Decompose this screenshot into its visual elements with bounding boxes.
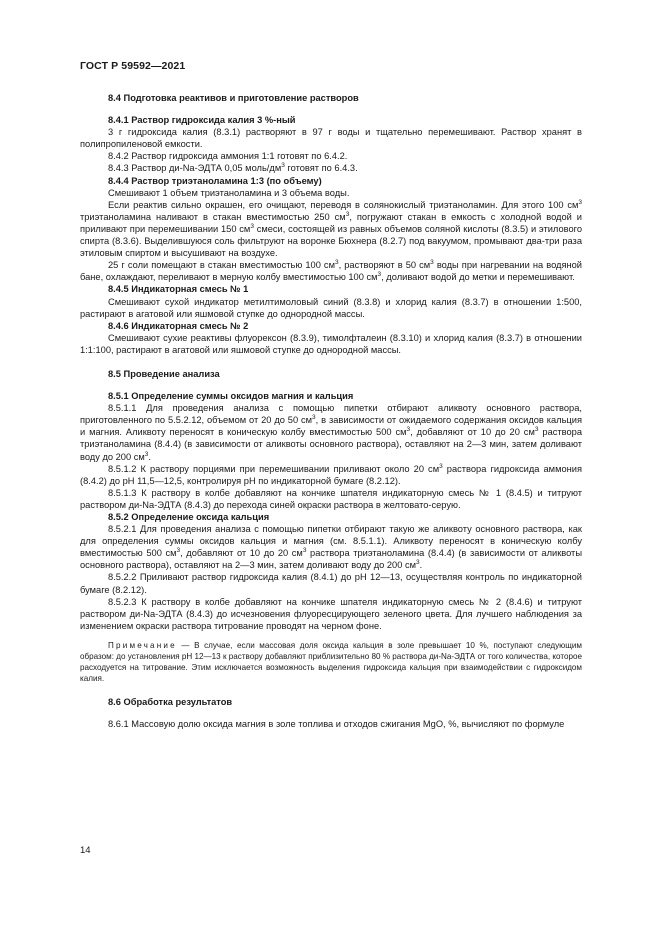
paragraph-8-4-2: 8.4.2 Раствор гидроксида аммония 1:1 готовят по 6.4.2. bbox=[108, 151, 348, 162]
paragraph-8-5-2-3: 8.5.2.3 К раствору в колбе добавляют на кончике шпателя индикаторную смесь № 2 (8.4.6) и титруют раствором ди-Na-ЭДТА (8.4.3) до исчезновения флуоресцирующего зеленого цвета. Для лучшего наблюдения за изменением окраски раствора титрование проводят на черном фоне. bbox=[80, 596, 582, 631]
heading-8-4-5: 8.4.5 Индикаторная смесь № 1 bbox=[108, 284, 249, 295]
note-label: Примечание bbox=[108, 640, 177, 650]
note-paragraph: Примечание — В случае, если массовая доля оксида кальция в золе превышает 10 %, поступают следующим образом: до установления pH 12—13 к раствору добавляют приблизительно 80 % раствора ди-Na-ЭДТА от того количества, которое расходуется на титрование. Этим исключается возможность выделения гидроксида кальция при взаимодействии с гидроксидом калия. bbox=[80, 640, 582, 683]
page-number: 14 bbox=[80, 845, 91, 856]
paragraph-8-4-4-c: 25 г соли помещают в стакан вместимостью 100 $см^3$, растворяют в 50 $см^3$ воды при нагревании на водяной бане, охлаждают, переливают в мерную колбу вместимостью 100 $см^3$, доливают водой до метки и перемешивают. bbox=[80, 259, 582, 283]
paragraph-8-5-1-1: 8.5.1.1 Для проведения анализа с помощью пипетки отбирают аликвоту основного раствора, приготовленного по 5.5.2.12, объемом от 20 до 50 $см^3$, в зависимости от ожидаемого содержания оксидов кальция и магния. Аликвоту переносят в коническую колбу вместимостью 500 $см^3$, добавляют от 10 до 20 $см^3$ раствора триэтаноламина (8.4.4) (в зависимости от аликвоты основного раствора), оставляют на 2—3 мин, затем доливают воду до 200 $см^3$. bbox=[80, 403, 582, 462]
paragraph-8-4-5: Смешивают сухой индикатор метилтимоловый синий (8.3.8) и хлорид калия (8.3.7) в отношении 1:500, растирают в агатовой или яшмовой ступке до однородной массы. bbox=[80, 296, 582, 319]
section-8-5-title: 8.5 Проведение анализа bbox=[108, 368, 220, 379]
paragraph-8-5-1-3: 8.5.1.3 К раствору в колбе добавляют на кончике шпателя индикаторную смесь № 1 (8.4.5) и титруют раствором ди-Na-ЭДТА (8.4.3) до перехода синей окраски раствора в желтовато-серую. bbox=[80, 487, 582, 510]
heading-8-5-1: 8.5.1 Определение суммы оксидов магния и кальция bbox=[108, 391, 354, 402]
paragraph-8-4-1: 3 г гидроксида калия (8.3.1) растворяют в 97 г воды и тщательно перемешивают. Раствор хранят в полипропиленовой емкости. bbox=[80, 127, 582, 150]
paragraph-8-5-1-2: 8.5.1.2 К раствору порциями при перемешивании приливают около 20 $см^3$ раствора гидроксида аммония (8.4.2) до pH 11,5—12,5, контролируя pH по индикаторной бумаге (8.2.12). bbox=[80, 462, 582, 486]
paragraph-8-5-2-1: 8.5.2.1 Для проведения анализа с помощью пипетки отбирают такую же аликвоту основного раствора, как для определения суммы оксидов кальция и магния (см. 8.5.1.1). Аликвоту переносят в коническую колбу вместимостью 500 $см^3$, добавляют от 10 до 20 $см^3$ раствора триэтаноламина (8.4.4) (в зависимости от аликвоты основного раствора), оставляют на 2—3 мин, затем доливают воду до 200 $см^3$. bbox=[80, 524, 582, 571]
section-8-4-title: 8.4 Подготовка реактивов и приготовление растворов bbox=[108, 93, 359, 103]
heading-8-4-4: 8.4.4 Раствор триэтаноламина 1:3 (по объему) bbox=[108, 175, 322, 186]
document-body bbox=[80, 92, 582, 730]
paragraph-8-4-4-b: Если реактив сильно окрашен, его очищают, переводя в солянокислый триэтаноламин. Для этого 100 $см^3$ триэтаноламина наливают в стакан вместимостью 250 $см^3$, погружают стакан в емкость с холодной водой и приливают при перемешивании 150 $см^3$ смеси, состоящей из равных объемов соляной кислоты (8.3.5) и этилового спирта (8.3.6). Выделившуюся соль фильтруют на воронке Бюхнера (8.2.7) под вакуумом, промывают два-три раза этиловым спиртом и высушивают на воздухе. bbox=[80, 198, 582, 259]
heading-8-4-1: 8.4.1 Раствор гидроксида калия 3 %-ный bbox=[108, 115, 296, 126]
paragraph-8-4-3: 8.4.3 Раствор ди-Na-ЭДТА 0,05 моль/$дм^3$ готовят по 6.4.3. bbox=[108, 162, 358, 174]
paragraph-8-6-1: 8.6.1 Массовую долю оксида магния в золе топлива и отходов сжигания MgO, %, вычисляют по формуле bbox=[108, 719, 565, 730]
paragraph-8-4-6: Смешивают сухие реактивы флуорексон (8.3.9), тимолфталеин (8.3.10) и хлорид калия (8.3.7) в отношении 1:1:100, растирают в агатовой или яшмовой ступке до однородной массы. bbox=[80, 332, 582, 355]
standard-header: ГОСТ Р 59592—2021 bbox=[80, 60, 186, 72]
heading-8-4-6: 8.4.6 Индикаторная смесь № 2 bbox=[108, 320, 249, 331]
section-8-6-title: 8.6 Обработка результатов bbox=[108, 696, 233, 707]
paragraph-8-5-2-2: 8.5.2.2 Приливают раствор гидроксида калия (8.4.1) до pH 12—13, осуществляя контроль по индикаторной бумаге (8.2.12). bbox=[80, 572, 582, 595]
heading-8-5-2: 8.5.2 Определение оксида кальция bbox=[108, 512, 270, 522]
paragraph-8-4-4-a: Смешивают 1 объем триэтаноламина и 3 объема воды. bbox=[108, 187, 350, 198]
